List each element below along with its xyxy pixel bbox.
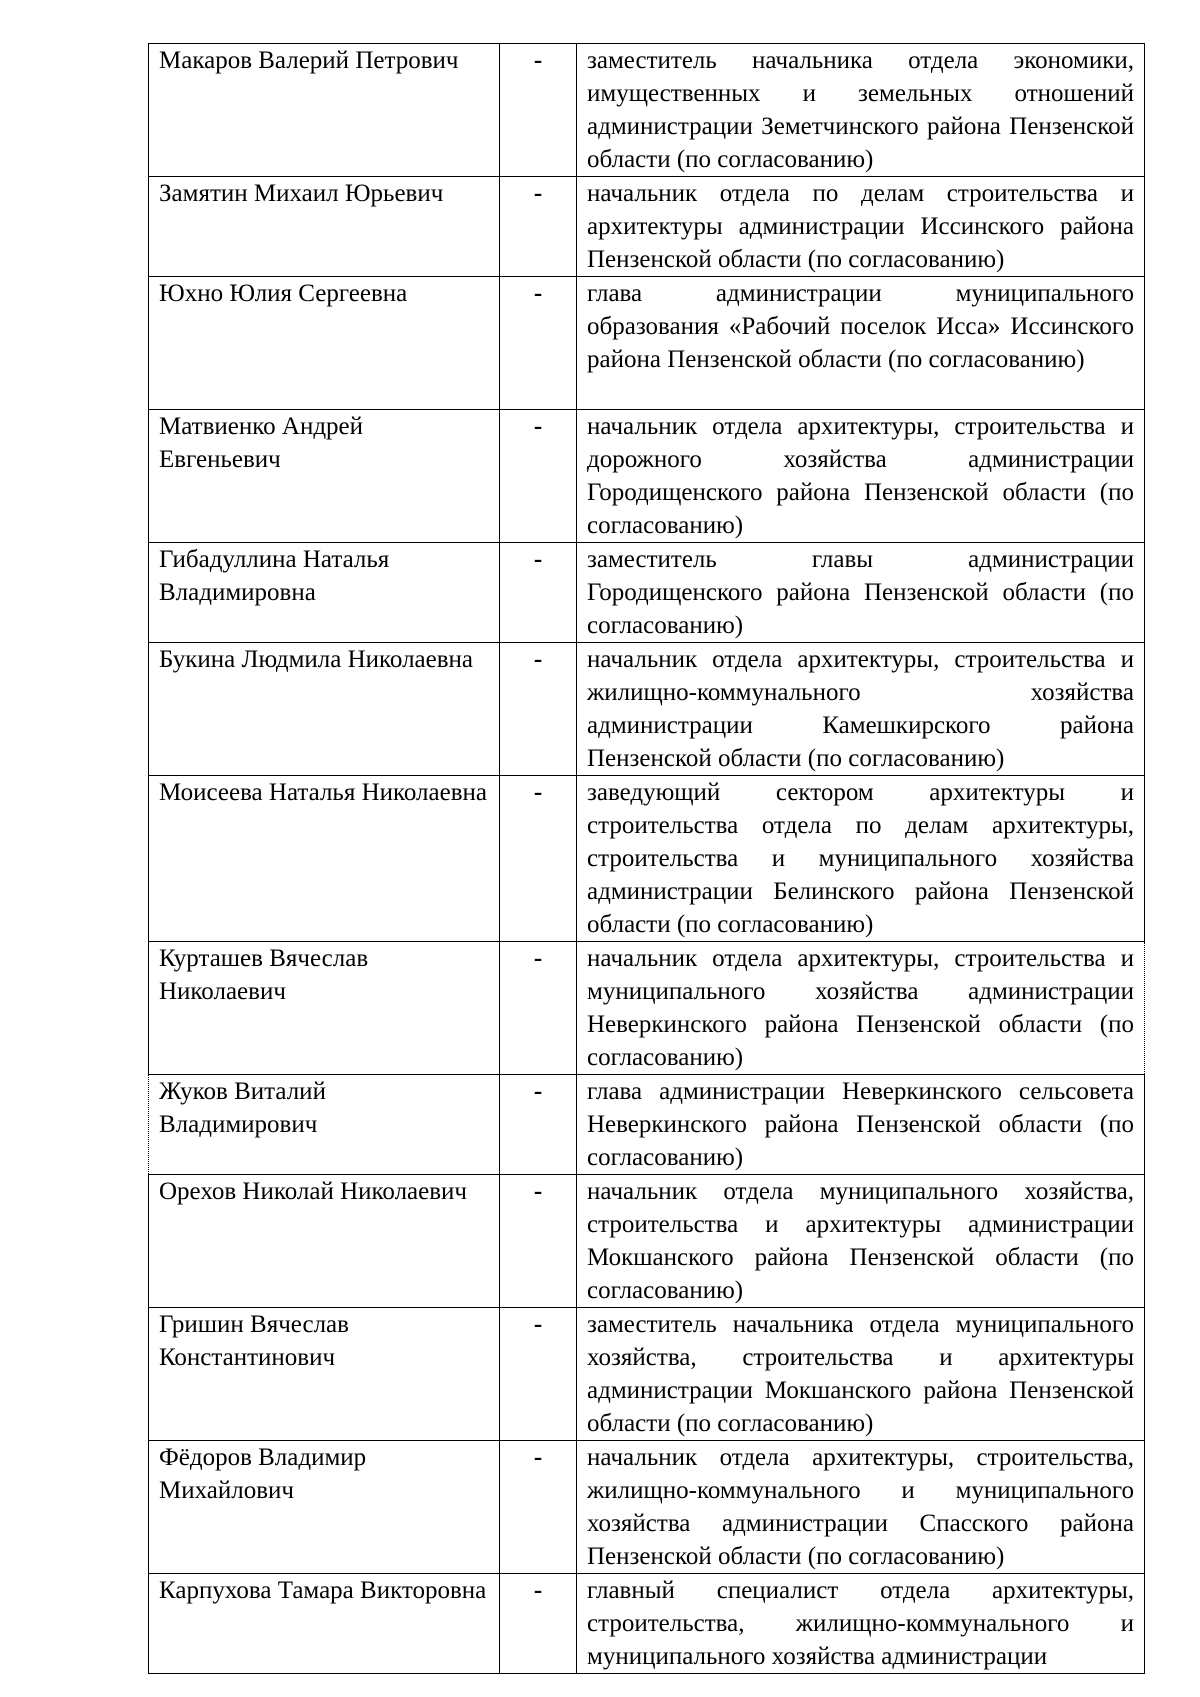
member-name: Моисеева Наталья Николаевна <box>149 776 500 942</box>
member-position: начальник отдела муниципального хозяйства, строительства и архитектуры администрации Мокшанского района Пензенской области (по согласованию) <box>577 1175 1145 1308</box>
table-row <box>149 543 1145 643</box>
dash-separator: - <box>500 1075 577 1175</box>
member-name: Фёдоров Владимир Михайлович <box>149 1441 500 1574</box>
member-name: Юхно Юлия Сергеевна <box>149 277 500 410</box>
dash-separator: - <box>500 643 577 776</box>
table-row <box>149 44 1145 177</box>
dash-separator: - <box>500 1441 577 1574</box>
dash-separator: - <box>500 543 577 643</box>
members-table <box>148 43 1145 1674</box>
dash-separator: - <box>500 177 577 277</box>
member-position: начальник отдела архитектуры, строительства и дорожного хозяйства администрации Городищенского района Пензенской области (по согласованию) <box>577 410 1145 543</box>
member-position: начальник отдела архитектуры, строительства и жилищно-коммунального хозяйства администрации Камешкирского района Пензенской области (по согласованию) <box>577 643 1145 776</box>
member-position: заведующий сектором архитектуры и строительства отдела по делам архитектуры, строительства и муниципального хозяйства администрации Белинского района Пензенской области (по согласованию) <box>577 776 1145 942</box>
member-name: Матвиенко Андрей Евгеньевич <box>149 410 500 543</box>
table-row <box>149 1175 1145 1308</box>
member-position: заместитель начальника отдела экономики, имущественных и земельных отношений администрации Земетчинского района Пензенской области (по согласованию) <box>577 44 1145 177</box>
table-row <box>149 643 1145 776</box>
dash-separator: - <box>500 1574 577 1674</box>
member-name: Карпухова Тамара Викторовна <box>149 1574 500 1674</box>
member-name: Макаров Валерий Петрович <box>149 44 500 177</box>
table-row <box>149 1075 1145 1175</box>
dash-separator: - <box>500 44 577 177</box>
table-row <box>149 177 1145 277</box>
table-row <box>149 776 1145 942</box>
member-name: Жуков Виталий Владимирович <box>149 1075 500 1175</box>
member-position: главный специалист отдела архитектуры, строительства, жилищно-коммунального и муниципального хозяйства администрации <box>577 1574 1145 1674</box>
dash-separator: - <box>500 410 577 543</box>
table-row <box>149 410 1145 543</box>
member-name: Орехов Николай Николаевич <box>149 1175 500 1308</box>
table-row <box>149 942 1145 1075</box>
member-position: заместитель главы администрации Городищенского района Пензенской области (по согласованию) <box>577 543 1145 643</box>
table-row <box>149 1574 1145 1674</box>
dash-separator: - <box>500 776 577 942</box>
member-position: глава администрации Неверкинского сельсовета Неверкинского района Пензенской области (по согласованию) <box>577 1075 1145 1175</box>
member-position: глава администрации муниципального образования «Рабочий поселок Исса» Иссинского района Пензенской области (по согласованию) <box>577 277 1145 410</box>
dash-separator: - <box>500 1175 577 1308</box>
table-row <box>149 1441 1145 1574</box>
dash-separator: - <box>500 277 577 410</box>
member-position: начальник отдела архитектуры, строительства и муниципального хозяйства администрации Неверкинского района Пензенской области (по согласованию) <box>577 942 1145 1075</box>
member-name: Гибадуллина Наталья Владимировна <box>149 543 500 643</box>
member-position: начальник отдела по делам строительства и архитектуры администрации Иссинского района Пензенской области (по согласованию) <box>577 177 1145 277</box>
member-name: Букина Людмила Николаевна <box>149 643 500 776</box>
member-name: Курташев Вячеслав Николаевич <box>149 942 500 1075</box>
dash-separator: - <box>500 942 577 1075</box>
member-name: Гришин Вячеслав Константинович <box>149 1308 500 1441</box>
table-row <box>149 1308 1145 1441</box>
member-position: начальник отдела архитектуры, строительства, жилищно-коммунального и муниципального хозяйства администрации Спасского района Пензенской области (по согласованию) <box>577 1441 1145 1574</box>
dash-separator: - <box>500 1308 577 1441</box>
member-position: заместитель начальника отдела муниципального хозяйства, строительства и архитектуры администрации Мокшанского района Пензенской области (по согласованию) <box>577 1308 1145 1441</box>
table-row <box>149 277 1145 410</box>
member-name: Замятин Михаил Юрьевич <box>149 177 500 277</box>
